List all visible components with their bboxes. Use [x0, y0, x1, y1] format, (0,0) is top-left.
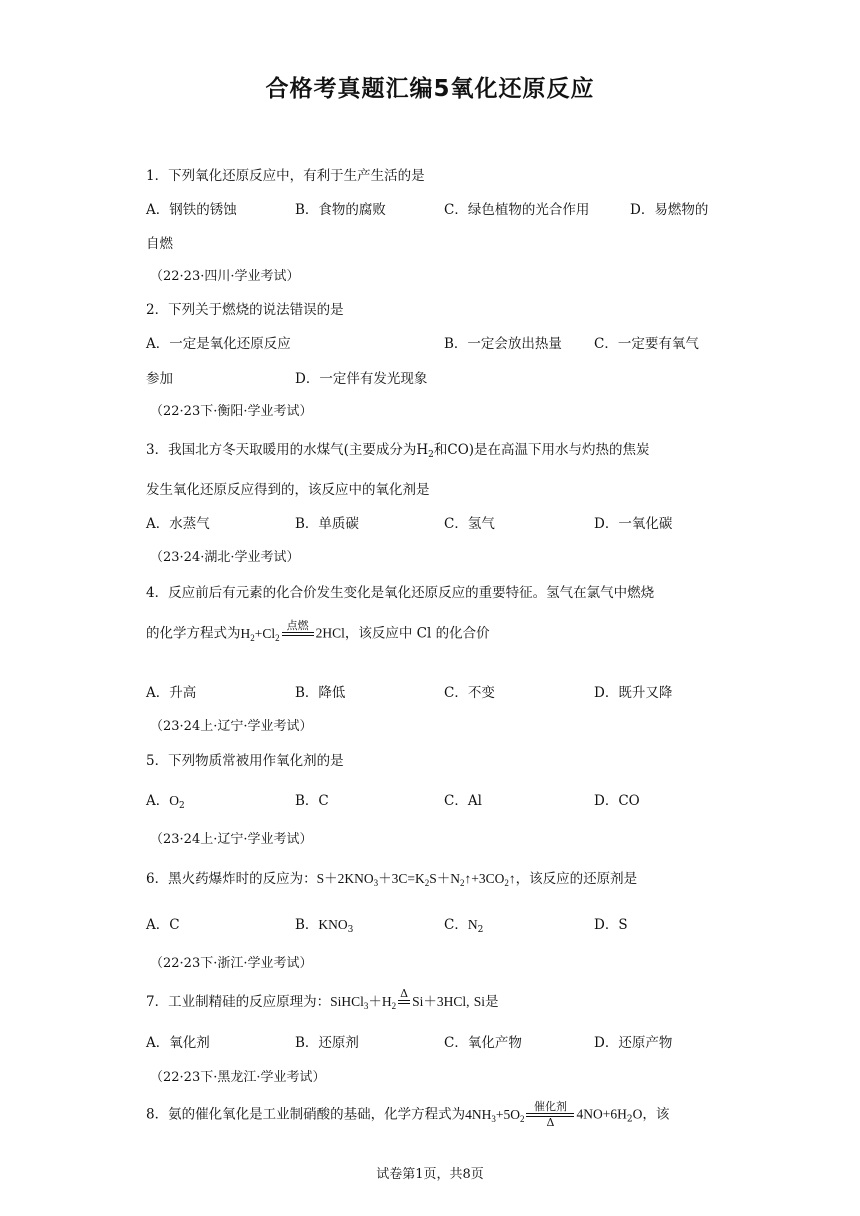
question-8-stem: 8．氨的催化氧化是工业制硝酸的基础，化学方程式为$4NH_3+5O_2$ 催化剂 Δ $4NO+6H_2O$，该 — [146, 1100, 670, 1129]
q1-option-a: A．钢铁的锈蚀 — [146, 202, 237, 218]
q7-option-d: D．还原产物 — [594, 1035, 673, 1051]
q5-option-b: B．C — [295, 793, 329, 809]
q4-equation: $H_2+Cl_2$ — [240, 625, 280, 643]
question-5-stem: 5．下列物质常被用作氧化剂的是 — [146, 753, 344, 769]
q2-source: （22·23下·衡阳·学业考试） — [150, 404, 313, 419]
question-4-stem-cont: 的化学方程式为$H_2+Cl_2$ 点燃 2HCl，该反应中 Cl 的化合价 — [146, 620, 490, 648]
q5-option-a: A．$O_2$ — [146, 793, 185, 811]
question-6-stem: 6．黑火药爆炸时的反应为：$S+2KNO_3+3C=K_2S+N_2↑+3CO_2↑$，该反应的还原剂是 — [146, 871, 638, 888]
q4-source: （23·24上·辽宁·学业考试） — [150, 719, 313, 734]
q4-reaction-condition: 点燃 — [282, 620, 314, 648]
q2-option-b: B．一定会放出热量 — [444, 336, 562, 352]
q3-option-a: A．水蒸气 — [146, 516, 210, 532]
q3-option-b: B．单质碳 — [295, 516, 359, 532]
question-3-stem: 3．我国北方冬天取暖用的水煤气(主要成分为$H_2$和CO)是在高温下用水与灼热的焦炭 — [146, 442, 650, 460]
q1-option-c: C．绿色植物的光合作用 — [444, 202, 590, 218]
q4-option-b: B．降低 — [295, 685, 346, 701]
q1-source: （22·23·四川·学业考试） — [150, 269, 300, 284]
q4-option-c: C．不变 — [444, 685, 495, 701]
q2-option-c: C．一定要有氧气 — [594, 336, 699, 352]
q7-option-b: B．还原剂 — [295, 1035, 359, 1051]
q8-equation: $4NH_3+5O_2$ — [465, 1106, 525, 1124]
q4-option-a: A．升高 — [146, 685, 197, 701]
q6-source: （22·23下·浙江·学业考试） — [150, 956, 313, 971]
q7-option-c: C．氧化产物 — [444, 1035, 522, 1051]
q7-equation: $SiHCl_3+H_2$ — [330, 994, 397, 1011]
q5-option-d: D．CO — [594, 793, 640, 809]
question-4-stem: 4．反应前后有元素的化合价发生变化是氧化还原反应的重要特征。氢气在氯气中燃烧 — [146, 585, 655, 601]
q6-option-c: C．$N_2$ — [444, 917, 484, 935]
q7-reaction-condition: Δ — [398, 988, 410, 1004]
q8-reaction-condition: 催化剂 Δ — [526, 1101, 574, 1129]
q4-option-d: D．既升又降 — [594, 685, 673, 701]
q5-option-c: C．Al — [444, 793, 482, 809]
question-2-stem: 2．下列关于燃烧的说法错误的是 — [146, 302, 344, 318]
q6-option-b: B．$KNO_3$ — [295, 917, 354, 935]
q6-option-a: A．C — [146, 917, 180, 933]
page-footer: 试卷第1页，共8页 — [376, 1167, 484, 1182]
q2-option-c-cont: 参加 — [146, 371, 173, 387]
page-title: 合格考真题汇编5氧化还原反应 — [265, 76, 595, 102]
q3-option-c: C．氢气 — [444, 516, 495, 532]
q1-option-b: B．食物的腐败 — [295, 202, 386, 218]
q2-option-a: A．一定是氧化还原反应 — [146, 336, 291, 352]
q1-option-d-cont: 自燃 — [146, 236, 173, 252]
q7-source: （22·23下·黑龙江·学业考试） — [150, 1070, 326, 1085]
q6-option-d: D．S — [594, 917, 628, 933]
q3-option-d: D．一氧化碳 — [594, 516, 673, 532]
q2-option-d: D．一定伴有发光现象 — [295, 371, 428, 387]
q1-option-d: D．易燃物的 — [630, 202, 709, 218]
q6-equation: $S+2KNO_3+3C=K_2S+N_2↑+3CO_2↑$ — [316, 871, 516, 888]
q7-option-a: A．氧化剂 — [146, 1035, 210, 1051]
question-3-stem-cont: 发生氧化还原反应得到的，该反应中的氧化剂是 — [146, 482, 430, 498]
q5-source: （23·24上·辽宁·学业考试） — [150, 832, 313, 847]
question-7-stem: 7．工业制精硅的反应原理为：$SiHCl_3+H_2$ Δ Si＋3HCl, Si是 — [146, 986, 499, 1011]
question-1-stem: 1．下列氧化还原反应中，有利于生产生活的是 — [146, 168, 425, 184]
q3-source: （23·24·湖北·学业考试） — [150, 550, 300, 565]
